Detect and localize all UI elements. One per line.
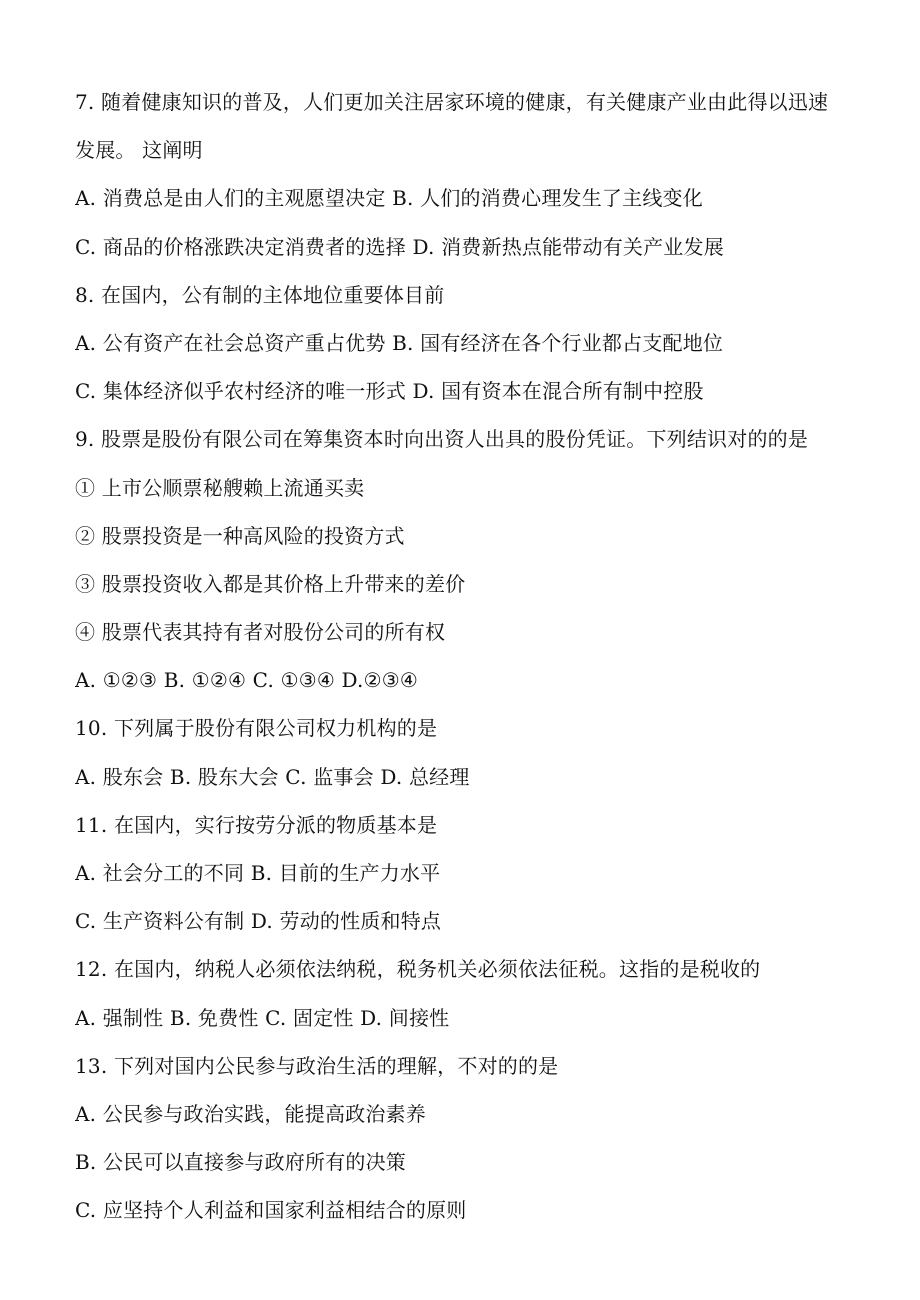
question-12-options: A. 强制性 B. 免费性 C. 固定性 D. 间接性 — [75, 1005, 450, 1030]
question-8-options-cd: C. 集体经济似乎农村经济的唯一形式 D. 国有资本在混合所有制中控股 — [75, 379, 704, 404]
question-10-stem: 10. 下列属于股份有限公司权力机构的是 — [75, 716, 438, 741]
question-9-stem: 9. 股票是股份有限公司在筹集资本时向出资人出具的股份凭证。下列结识对的的是 — [75, 427, 809, 452]
question-13-stem: 13. 下列对国内公民参与政治生活的理解，不对的的是 — [75, 1053, 559, 1078]
question-13-option-a: A. 公民参与政治实践，能提高政治素养 — [75, 1101, 426, 1126]
question-13-option-b: B. 公民可以直接参与政府所有的决策 — [75, 1150, 407, 1175]
question-9-options: A. ①②③ B. ①②④ C. ①③④ D.②③④ — [75, 668, 418, 693]
question-7-options-cd: C. 商品的价格涨跌决定消费者的选择 D. 消费新热点能带动有关产业发展 — [75, 234, 724, 259]
question-7-stem-continued: 发展。 这阐明 — [75, 138, 203, 163]
question-11-stem: 11. 在国内，实行按劳分派的物质基本是 — [75, 812, 438, 837]
question-11-options-cd: C. 生产资料公有制 D. 劳动的性质和特点 — [75, 909, 442, 934]
question-9-statement-4: ④ 股票代表其持有者对股份公司的所有权 — [75, 620, 446, 645]
question-8-stem: 8. 在国内，公有制的主体地位重要体目前 — [75, 282, 445, 307]
question-11-options-ab: A. 社会分工的不同 B. 目前的生产力水平 — [75, 861, 441, 885]
question-7-stem: 7. 随着健康知识的普及，人们更加关注居家环境的健康，有关健康产业由此得以迅速 — [75, 90, 829, 114]
question-13-option-c: C. 应坚持个人利益和国家利益相结合的原则 — [75, 1198, 467, 1223]
document-body — [75, 84, 865, 1241]
question-9-statement-2: ② 股票投资是一种高风险的投资方式 — [75, 523, 405, 548]
question-10-options: A. 股东会 B. 股东大会 C. 监事会 D. 总经理 — [75, 764, 470, 789]
question-9-statement-1: ① 上市公顺票秘艘赖上流通买卖 — [75, 475, 365, 500]
question-8-options-ab: A. 公有资产在社会总资产重占优势 B. 国有经济在各个行业都占支配地位 — [75, 330, 724, 355]
question-9-statement-3: ③ 股票投资收入都是其价格上升带来的差价 — [75, 571, 466, 596]
question-7-options-ab: A. 消费总是由人们的主观愿望决定 B. 人们的消费心理发生了主线变化 — [75, 186, 703, 211]
question-12-stem: 12. 在国内，纳税人必须依法纳税，税务机关必须依法征税。这指的是税收的 — [75, 957, 761, 982]
